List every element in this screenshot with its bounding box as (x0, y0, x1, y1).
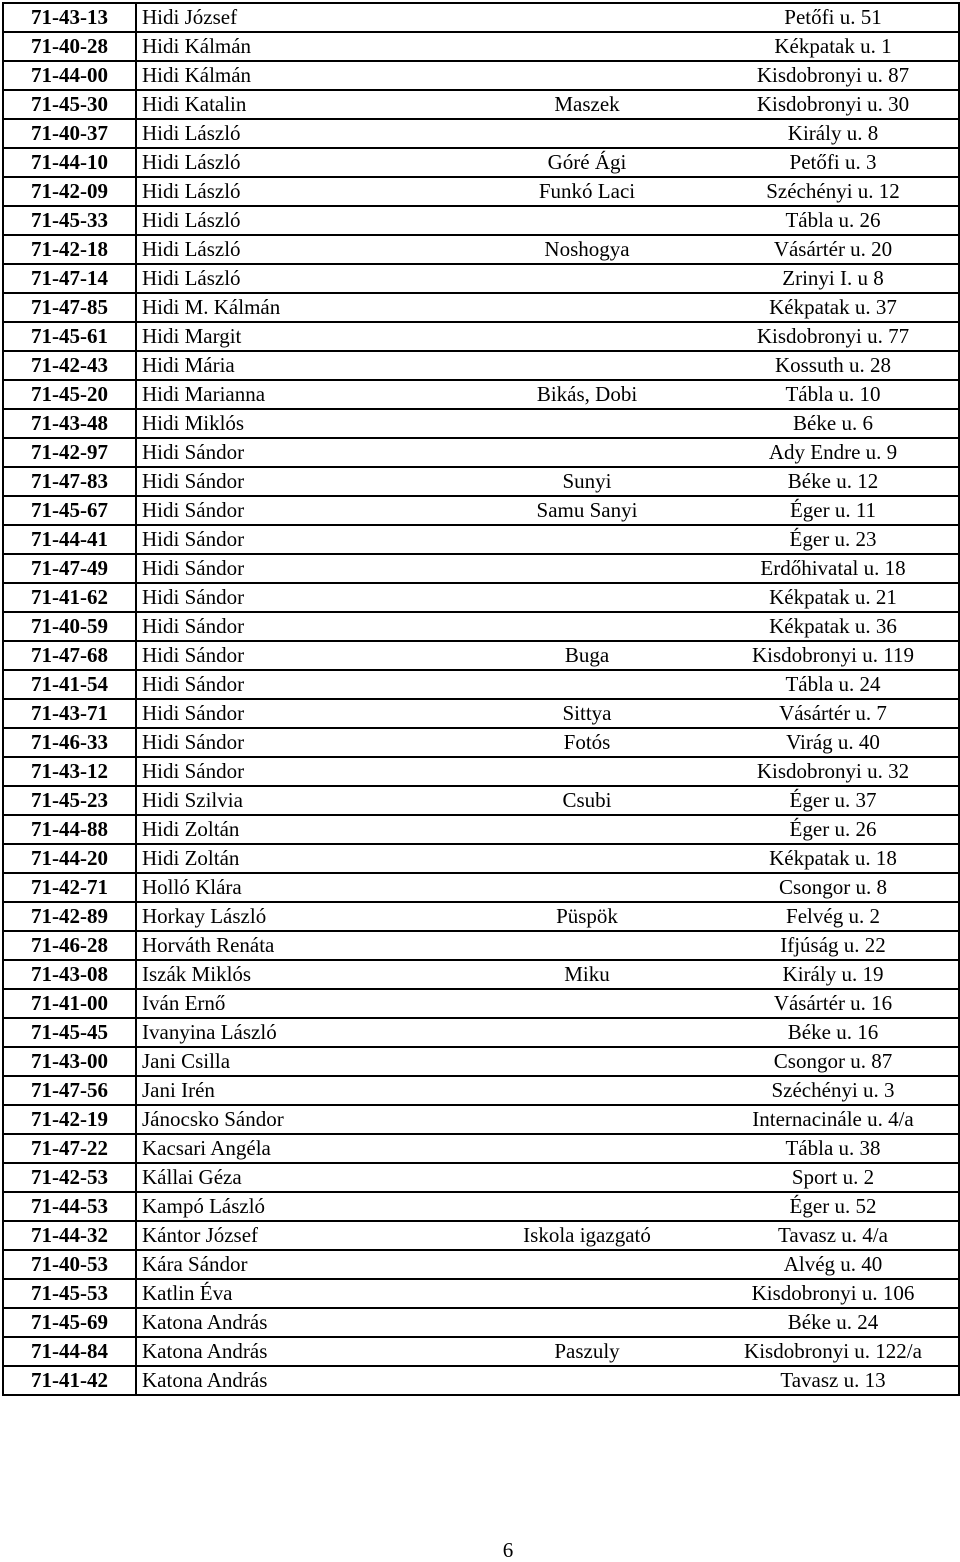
table-row (3, 409, 959, 438)
subscriber-name: Kampó László (142, 1194, 266, 1218)
subscriber-address: Kékpatak u. 18 (769, 846, 897, 870)
subscriber-name: Katona András (142, 1310, 268, 1334)
phone-number: 71-43-00 (3, 1047, 136, 1076)
subscriber-address: Sport u. 2 (791, 1165, 875, 1189)
table-row (3, 641, 959, 670)
table-row (3, 264, 959, 293)
table-row (3, 1163, 959, 1192)
phone-number: 71-45-61 (3, 322, 136, 351)
subscriber-address: Éger u. 23 (789, 527, 877, 551)
entry-details (136, 322, 959, 351)
subscriber-name: Hidi Sándor (142, 701, 245, 725)
subscriber-address: Zrinyi I. u 8 (782, 266, 884, 290)
subscriber-name: Iván Ernő (142, 991, 226, 1015)
entry-details (136, 1163, 959, 1192)
subscriber-name: Hidi Kálmán (142, 63, 252, 87)
phone-number: 71-44-84 (3, 1337, 136, 1366)
table-row (3, 612, 959, 641)
directory-body (3, 3, 959, 1395)
phone-number: 71-44-20 (3, 844, 136, 873)
subscriber-address: Petőfi u. 3 (789, 150, 877, 174)
table-row (3, 960, 959, 989)
entry-details (136, 757, 959, 786)
subscriber-address: Széchényi u. 12 (766, 179, 900, 203)
table-row (3, 380, 959, 409)
entry-details (136, 641, 959, 670)
entry-details (136, 1018, 959, 1047)
subscriber-name: Ivanyina László (142, 1020, 277, 1044)
subscriber-address: Petőfi u. 51 (784, 5, 882, 29)
subscriber-name: Hidi Mária (142, 353, 235, 377)
subscriber-address: Béke u. 6 (793, 411, 873, 435)
phone-number: 71-45-69 (3, 1308, 136, 1337)
entry-details (136, 32, 959, 61)
entry-details (136, 409, 959, 438)
phone-number: 71-46-33 (3, 728, 136, 757)
phone-number: 71-45-53 (3, 1279, 136, 1308)
phone-number: 71-47-49 (3, 554, 136, 583)
entry-details (136, 380, 959, 409)
subscriber-address: Éger u. 26 (789, 817, 877, 841)
phone-number: 71-47-22 (3, 1134, 136, 1163)
phone-number: 71-42-53 (3, 1163, 136, 1192)
subscriber-address: Kékpatak u. 37 (769, 295, 897, 319)
entry-details (136, 931, 959, 960)
phone-number: 71-44-00 (3, 61, 136, 90)
subscriber-address: Ady Endre u. 9 (768, 440, 898, 464)
entry-details (136, 525, 959, 554)
phone-number: 71-45-45 (3, 1018, 136, 1047)
subscriber-name: Hidi Sándor (142, 498, 245, 522)
table-row (3, 873, 959, 902)
subscriber-name: Hidi Sándor (142, 759, 245, 783)
phone-number: 71-42-18 (3, 235, 136, 264)
phone-number: 71-45-30 (3, 90, 136, 119)
table-row (3, 177, 959, 206)
subscriber-address: Kisdobronyi u. 87 (756, 63, 910, 87)
phone-number: 71-47-14 (3, 264, 136, 293)
entry-details (136, 612, 959, 641)
subscriber-name: Katlin Éva (142, 1281, 233, 1305)
entry-details (136, 1279, 959, 1308)
phone-directory-table (2, 2, 960, 1396)
table-row (3, 815, 959, 844)
subscriber-address: Kékpatak u. 21 (769, 585, 897, 609)
subscriber-name: Kántor József (142, 1223, 259, 1247)
entry-details (136, 438, 959, 467)
subscriber-name: Hidi László (142, 266, 241, 290)
subscriber-address: Vásártér u. 20 (773, 237, 893, 261)
subscriber-address: Csongor u. 8 (779, 875, 887, 899)
table-row (3, 61, 959, 90)
entry-details (136, 960, 959, 989)
subscriber-name: Kacsari Angéla (142, 1136, 271, 1160)
table-row (3, 989, 959, 1018)
phone-number: 71-42-89 (3, 902, 136, 931)
table-row (3, 1018, 959, 1047)
entry-details (136, 1192, 959, 1221)
phone-number: 71-43-71 (3, 699, 136, 728)
subscriber-nickname: Góré Ági (547, 150, 627, 174)
table-row (3, 1337, 959, 1366)
subscriber-name: Katona András (142, 1368, 268, 1392)
table-row (3, 438, 959, 467)
phone-number: 71-44-32 (3, 1221, 136, 1250)
phone-number: 71-45-23 (3, 786, 136, 815)
phone-number: 71-41-54 (3, 670, 136, 699)
subscriber-nickname: Maszek (554, 92, 620, 116)
subscriber-address: Alvég u. 40 (783, 1252, 883, 1276)
subscriber-nickname: Noshogya (544, 237, 630, 261)
phone-number: 71-40-59 (3, 612, 136, 641)
subscriber-address: Kisdobronyi u. 106 (751, 1281, 915, 1305)
table-row (3, 1134, 959, 1163)
subscriber-address: Éger u. 37 (789, 788, 877, 812)
entry-details (136, 1047, 959, 1076)
subscriber-name: Hidi Sándor (142, 440, 245, 464)
subscriber-name: Hidi Sándor (142, 730, 245, 754)
subscriber-name: Hidi M. Kálmán (142, 295, 281, 319)
subscriber-nickname: Püspök (556, 904, 618, 928)
subscriber-nickname: Bikás, Dobi (536, 382, 638, 406)
phone-number: 71-47-85 (3, 293, 136, 322)
entry-details (136, 3, 959, 32)
phone-number: 71-41-42 (3, 1366, 136, 1395)
subscriber-name: Kállai Géza (142, 1165, 242, 1189)
entry-details (136, 554, 959, 583)
phone-number: 71-47-56 (3, 1076, 136, 1105)
entry-details (136, 206, 959, 235)
subscriber-address: Éger u. 11 (789, 498, 877, 522)
subscriber-name: Hidi Zoltán (142, 846, 240, 870)
subscriber-address: Vásártér u. 7 (779, 701, 887, 725)
table-row (3, 119, 959, 148)
phone-number: 71-43-48 (3, 409, 136, 438)
phone-number: 71-42-43 (3, 351, 136, 380)
subscriber-address: Kisdobronyi u. 77 (756, 324, 910, 348)
subscriber-nickname: Paszuly (554, 1339, 620, 1363)
entry-details (136, 235, 959, 264)
phone-number: 71-42-71 (3, 873, 136, 902)
entry-details (136, 496, 959, 525)
phone-number: 71-40-37 (3, 119, 136, 148)
subscriber-nickname: Sittya (562, 701, 612, 725)
entry-details (136, 1308, 959, 1337)
subscriber-name: Hidi Sándor (142, 672, 245, 696)
entry-details (136, 989, 959, 1018)
table-row (3, 1308, 959, 1337)
subscriber-name: Hidi László (142, 208, 241, 232)
phone-number: 71-41-00 (3, 989, 136, 1018)
table-row (3, 351, 959, 380)
entry-details (136, 1250, 959, 1279)
subscriber-name: Hidi Marianna (142, 382, 266, 406)
subscriber-name: Hidi József (142, 5, 238, 29)
entry-details (136, 670, 959, 699)
subscriber-address: Béke u. 24 (787, 1310, 879, 1334)
subscriber-address: Kisdobronyi u. 30 (756, 92, 910, 116)
entry-details (136, 90, 959, 119)
subscriber-name: Hidi László (142, 150, 241, 174)
table-row (3, 90, 959, 119)
subscriber-address: Tavasz u. 13 (780, 1368, 886, 1392)
entry-details (136, 1134, 959, 1163)
entry-details (136, 815, 959, 844)
subscriber-address: Béke u. 12 (787, 469, 879, 493)
table-row (3, 786, 959, 815)
subscriber-address: Kisdobronyi u. 119 (752, 643, 914, 667)
subscriber-name: Iszák Miklós (142, 962, 252, 986)
phone-number: 71-45-33 (3, 206, 136, 235)
subscriber-address: Internacinále u. 4/a (752, 1107, 914, 1131)
entry-details (136, 148, 959, 177)
phone-number: 71-43-08 (3, 960, 136, 989)
subscriber-name: Hidi Miklós (142, 411, 245, 435)
subscriber-name: Hidi Szilvia (142, 788, 243, 812)
subscriber-address: Éger u. 52 (789, 1194, 877, 1218)
subscriber-name: Hidi Margit (142, 324, 242, 348)
entry-details (136, 902, 959, 931)
phone-number: 71-42-97 (3, 438, 136, 467)
table-row (3, 1250, 959, 1279)
entry-details (136, 1076, 959, 1105)
subscriber-address: Felvég u. 2 (786, 904, 880, 928)
entry-details (136, 583, 959, 612)
table-row (3, 670, 959, 699)
subscriber-name: Hidi Katalin (142, 92, 247, 116)
phone-number: 71-40-53 (3, 1250, 136, 1279)
entry-details (136, 293, 959, 322)
phone-number: 71-45-67 (3, 496, 136, 525)
subscriber-address: Kossuth u. 28 (774, 353, 892, 377)
table-row (3, 467, 959, 496)
subscriber-address: Virág u. 40 (786, 730, 880, 754)
subscriber-address: Kékpatak u. 1 (774, 34, 892, 58)
subscriber-nickname: Csubi (562, 788, 612, 812)
table-row (3, 1279, 959, 1308)
table-row (3, 1192, 959, 1221)
table-row (3, 3, 959, 32)
subscriber-name: Katona András (142, 1339, 268, 1363)
subscriber-address: Ifjúság u. 22 (780, 933, 886, 957)
subscriber-name: Kára Sándor (142, 1252, 248, 1276)
entry-details (136, 728, 959, 757)
subscriber-address: Erdőhivatal u. 18 (760, 556, 906, 580)
subscriber-name: Horváth Renáta (142, 933, 275, 957)
table-row (3, 1076, 959, 1105)
entry-details (136, 844, 959, 873)
table-row (3, 844, 959, 873)
phone-number: 71-41-62 (3, 583, 136, 612)
subscriber-nickname: Funkó Laci (538, 179, 636, 203)
table-row (3, 206, 959, 235)
table-row (3, 554, 959, 583)
phone-number: 71-42-19 (3, 1105, 136, 1134)
table-row (3, 902, 959, 931)
table-row (3, 931, 959, 960)
table-row (3, 235, 959, 264)
subscriber-address: Béke u. 16 (787, 1020, 879, 1044)
phone-number: 71-44-88 (3, 815, 136, 844)
subscriber-nickname: Iskola igazgató (523, 1223, 651, 1247)
table-row (3, 32, 959, 61)
subscriber-nickname: Buga (564, 643, 610, 667)
subscriber-name: Hidi Sándor (142, 469, 245, 493)
phone-number: 71-42-09 (3, 177, 136, 206)
phone-number: 71-45-20 (3, 380, 136, 409)
phone-number: 71-40-28 (3, 32, 136, 61)
table-row (3, 322, 959, 351)
phone-number: 71-44-10 (3, 148, 136, 177)
subscriber-address: Kisdobronyi u. 32 (756, 759, 910, 783)
subscriber-name: Hidi László (142, 179, 241, 203)
page-number: 6 (502, 1538, 514, 1562)
subscriber-nickname: Samu Sanyi (536, 498, 638, 522)
table-row (3, 728, 959, 757)
entry-details (136, 467, 959, 496)
subscriber-nickname: Miku (564, 962, 610, 986)
entry-details (136, 119, 959, 148)
subscriber-name: Jánocsko Sándor (142, 1107, 284, 1131)
entry-details (136, 61, 959, 90)
subscriber-address: Király u. 8 (787, 121, 879, 145)
subscriber-name: Hidi Sándor (142, 585, 245, 609)
table-row (3, 496, 959, 525)
entry-details (136, 351, 959, 380)
subscriber-address: Tábla u. 26 (785, 208, 881, 232)
subscriber-address: Tavasz u. 4/a (778, 1223, 888, 1247)
entry-details (136, 786, 959, 815)
phone-number: 71-44-53 (3, 1192, 136, 1221)
subscriber-nickname: Fotós (563, 730, 611, 754)
entry-details (136, 264, 959, 293)
subscriber-address: Széchényi u. 3 (771, 1078, 895, 1102)
table-row (3, 1047, 959, 1076)
phone-number: 71-46-28 (3, 931, 136, 960)
subscriber-address: Tábla u. 24 (785, 672, 881, 696)
entry-details (136, 699, 959, 728)
table-row (3, 1105, 959, 1134)
subscriber-name: Hidi Zoltán (142, 817, 240, 841)
table-row (3, 699, 959, 728)
subscriber-name: Horkay László (142, 904, 267, 928)
entry-details (136, 873, 959, 902)
subscriber-name: Jani Irén (142, 1078, 215, 1102)
subscriber-name: Hidi Sándor (142, 556, 245, 580)
subscriber-name: Jani Csilla (142, 1049, 231, 1073)
table-row (3, 525, 959, 554)
subscriber-address: Csongor u. 87 (773, 1049, 893, 1073)
subscriber-address: Tábla u. 38 (785, 1136, 881, 1160)
phone-number: 71-47-68 (3, 641, 136, 670)
subscriber-address: Kisdobronyi u. 122/a (744, 1339, 922, 1363)
subscriber-name: Hidi Sándor (142, 614, 245, 638)
entry-details (136, 177, 959, 206)
table-row (3, 757, 959, 786)
subscriber-name: Hidi Kálmán (142, 34, 252, 58)
table-row (3, 1221, 959, 1250)
entry-details (136, 1105, 959, 1134)
phone-number: 71-44-41 (3, 525, 136, 554)
phone-number: 71-43-12 (3, 757, 136, 786)
subscriber-name: Hidi Sándor (142, 643, 245, 667)
subscriber-name: Hidi Sándor (142, 527, 245, 551)
subscriber-address: Király u. 19 (782, 962, 884, 986)
phone-number: 71-43-13 (3, 3, 136, 32)
table-row (3, 148, 959, 177)
table-row (3, 293, 959, 322)
phone-number: 71-47-83 (3, 467, 136, 496)
entry-details (136, 1366, 959, 1395)
table-row (3, 583, 959, 612)
subscriber-name: Hidi László (142, 121, 241, 145)
entry-details (136, 1221, 959, 1250)
subscriber-nickname: Sunyi (562, 469, 612, 493)
subscriber-name: Hidi László (142, 237, 241, 261)
subscriber-name: Holló Klára (142, 875, 242, 899)
subscriber-address: Vásártér u. 16 (773, 991, 893, 1015)
subscriber-address: Tábla u. 10 (785, 382, 881, 406)
subscriber-address: Kékpatak u. 36 (769, 614, 897, 638)
table-row (3, 1366, 959, 1395)
entry-details (136, 1337, 959, 1366)
